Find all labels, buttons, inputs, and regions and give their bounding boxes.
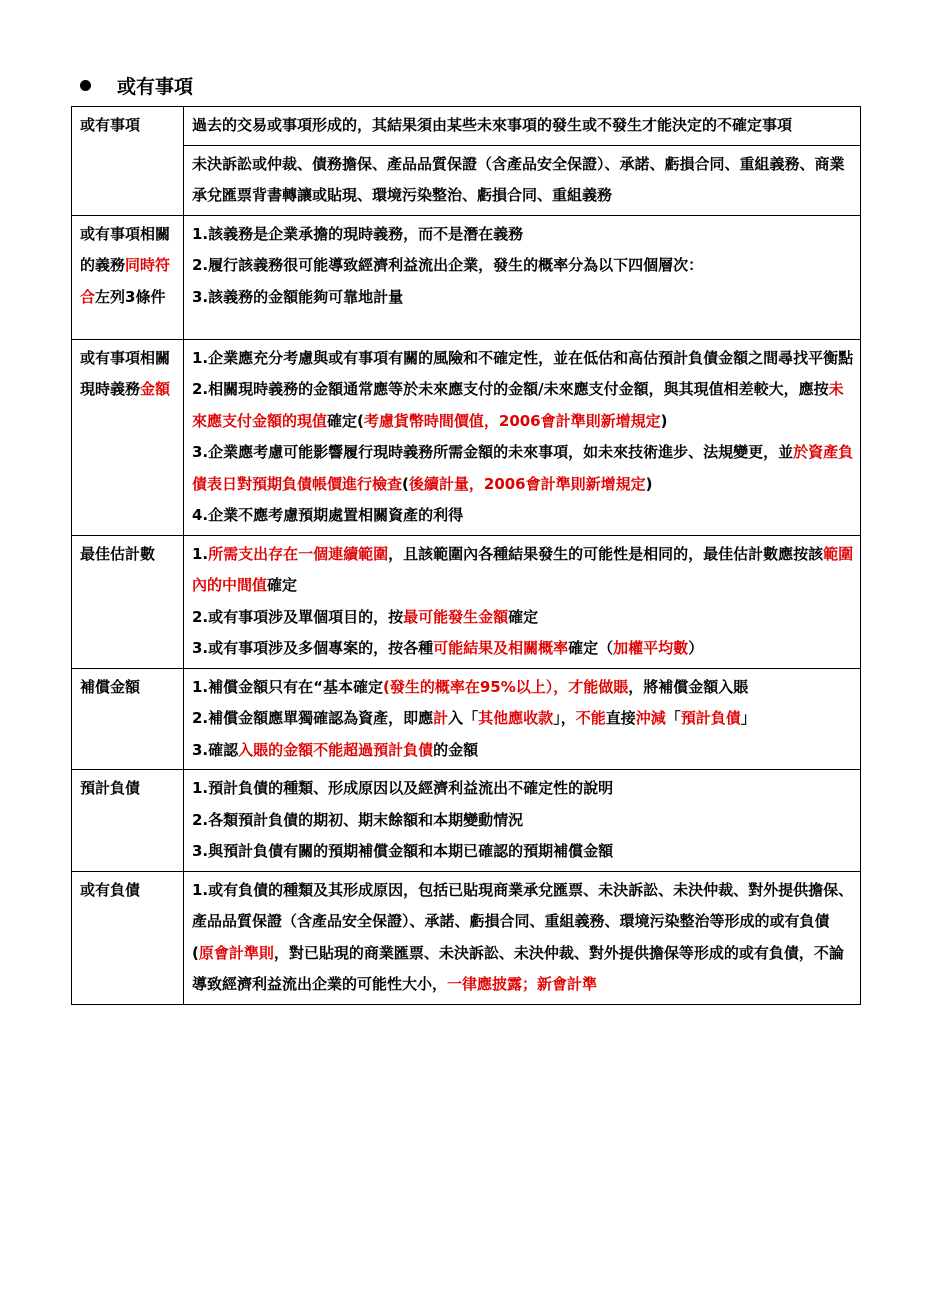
row-label: 或有事項 [72,107,184,216]
list-item: 2.各類預計負債的期初、期末餘額和本期變動情況 [192,810,524,829]
list-item: 2.相關現時義務的金額通常應等於未來應支付的金額/未來應支付金額，與其現值相差較大，應按未來應支付金額的現值確定(考慮貨幣時間價值，2006會計準則新增規定) [192,380,844,430]
table-row [72,145,861,215]
list-item: 4.企業不應考慮預期處置相關資產的利得 [192,506,464,524]
section-heading [80,72,193,99]
list-item: 3.企業應考慮可能影響履行現時義務所需金額的未來事項，如未來技術進步、法規變更，並於資產負債表日對預期負債帳價進行檢查(後續計量，2006會計準則新增規定) [192,443,854,493]
list-item: 3.該義務的金額能夠可靠地計量 [192,287,404,306]
row-label: 或有事項相關的義務同時符合左列3條件 [72,215,184,339]
row-label: 最佳估計數 [72,535,184,668]
list-item: 1.預計負債的種類、形成原因以及經濟利益流出不確定性的說明 [192,779,614,797]
row-label: 或有事項相關現時義務金額 [72,339,184,535]
list-item: 1.所需支出存在一個連續範圍，且該範圍內各種結果發生的可能性是相同的，最佳估計數應按該範圍內的中間值確定 [192,544,854,594]
compensation-cell [184,668,861,770]
contingencies-table [71,106,861,1005]
row-label: 預計負債 [72,770,184,872]
list-item: 2.履行該義務很可能導致經濟利益流出企業，發生的概率分為以下四個層次： [192,256,704,274]
row-label: 或有負債 [72,871,184,1004]
section-title: 或有事項 [117,76,194,98]
table-row [72,215,861,339]
amount-cell [184,339,861,535]
table-row [72,339,861,535]
bullet-icon [80,80,91,91]
list-item: 1.該義務是企業承擔的現時義務，而不是潛在義務 [192,224,524,243]
table-row [72,535,861,668]
examples-cell: 未決訴訟或仲裁、債務擔保、產品品質保證（含產品安全保證）、承諾、虧損合同、重組義務、商業承兌匯票背書轉讓或貼現、環境污染整治、虧損合同、重組義務 [184,145,861,215]
list-item: 1.補償金額只有在“基本確定(發生的概率在95%以上），才能做賬，將補償金額入賬 [192,677,749,696]
table-row [72,668,861,770]
table-row [72,107,861,146]
list-item: 3.或有事項涉及多個專案的，按各種可能結果及相關概率確定（加權平均數） [192,639,704,657]
table-row [72,770,861,872]
provisions-cell [184,770,861,872]
list-item: 2.或有事項涉及單個項目的，按最可能發生金額確定 [192,607,539,626]
list-item: 3.與預計負債有關的預期補償金額和本期已確認的預期補償金額 [192,842,614,860]
list-item: 1.企業應充分考慮與或有事項有關的風險和不確定性，並在低估和高估預計負債金額之間尋找平衡點 [192,348,854,367]
list-item: (原會計準則，對已貼現的商業匯票、未決訴訟、未決仲裁、對外提供擔保等形成的或有負債，不論導致經濟利益流出企業的可能性大小，一律應披露；新會計準 [192,943,844,993]
best-estimate-cell [184,535,861,668]
definition-cell: 過去的交易或事項形成的，其結果須由某些未來事項的發生或不發生才能決定的不確定事項 [184,107,861,146]
conditions-cell [184,215,861,339]
contingent-liabilities-cell [184,871,861,1004]
row-label: 補償金額 [72,668,184,770]
list-item: 3.確認入賬的金額不能超過預計負債的金額 [192,740,479,759]
table-row [72,871,861,1004]
list-item: 2.補償金額應單獨確認為資產，即應計入「其他應收款」，不能直接沖減「預計負債」 [192,709,756,727]
list-item: 1.或有負債的種類及其形成原因，包括已貼現商業承兌匯票、未決訴訟、未決仲裁、對外提供擔保、產品品質保證（含產品安全保證）、承諾、虧損合同、重組義務、環境污染整治等形成的或有負債 [192,880,854,930]
